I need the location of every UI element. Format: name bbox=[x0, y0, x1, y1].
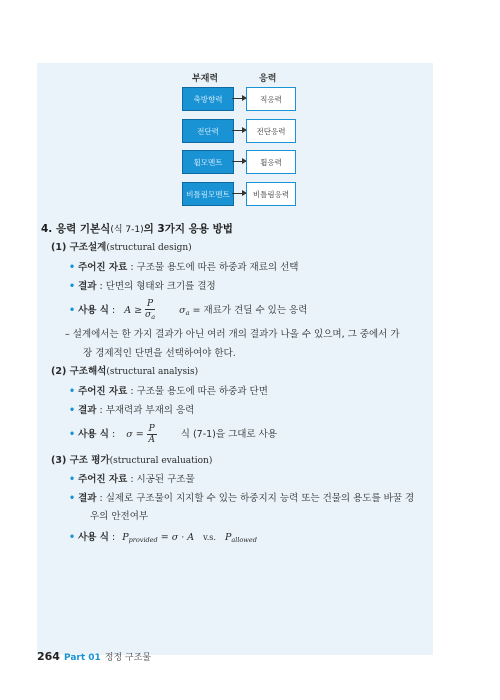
design-result: • 결과 : 단면의 형태와 크기를 결정 bbox=[69, 281, 216, 292]
fraction: $\frac{P}{A}$ bbox=[148, 424, 155, 445]
evaluation-given: • 주어진 자료 : 시공된 구조물 bbox=[69, 474, 195, 485]
force-box-bending: 휨모멘트 bbox=[182, 150, 234, 174]
subsection-title-evaluation: (3) 구조 평가(structural evaluation) bbox=[51, 455, 213, 466]
analysis-formula: • 사용 식 : σ = $\frac{P}{A}$ 식 (7-1)을 그대로 사용 bbox=[69, 424, 277, 445]
design-note-line2: 장 경제적인 단면을 선택하여야 한다. bbox=[83, 348, 236, 359]
section-heading: 4. 응력 기본식(식 7-1)의 3가지 응용 방법 bbox=[41, 223, 233, 235]
subsection-title-analysis: (2) 구조해석(structural analysis) bbox=[51, 366, 199, 377]
force-box-shear: 전단력 bbox=[182, 119, 234, 143]
evaluation-result-line1: • 결과 : 실제로 구조물이 지지할 수 있는 하중지지 능력 또는 건물의 용도를 바꿀 경 bbox=[69, 493, 415, 504]
analysis-result: • 결과 : 부재력과 부재의 응력 bbox=[69, 405, 195, 416]
stress-box-normal: 직응력 bbox=[246, 87, 296, 111]
force-box-torsion: 비틀림모멘트 bbox=[182, 182, 234, 206]
arrow-icon bbox=[232, 130, 246, 131]
design-given: • 주어진 자료 : 구조물 용도에 따른 하중과 재료의 선택 bbox=[69, 262, 299, 273]
analysis-given: • 주어진 자료 : 구조물 용도에 따른 하중과 단면 bbox=[69, 386, 268, 397]
subsection-title-design: (1) 구조설계(structural design) bbox=[51, 242, 192, 253]
arrow-icon bbox=[232, 193, 246, 194]
force-stress-diagram bbox=[37, 63, 433, 213]
page-number: 264 bbox=[37, 650, 60, 663]
content-panel bbox=[37, 63, 433, 655]
chapter-label: 정정 구조물 bbox=[104, 653, 152, 663]
evaluation-result-line2: 우의 안전여부 bbox=[90, 511, 149, 522]
stress-box-torsion: 비틀림응력 bbox=[246, 182, 296, 206]
arrow-icon bbox=[232, 161, 246, 162]
part-label: Part 01 bbox=[63, 653, 101, 663]
fraction: $\frac{P}{\sigma_a}$ bbox=[145, 299, 156, 321]
force-column-header: 부재력 bbox=[192, 74, 219, 84]
stress-box-bending: 휨응력 bbox=[246, 150, 296, 174]
design-formula: • 사용 식 : A ≥ $\frac{P}{\sigma_a}$ $\sigma_a$ = 재료가 견딜 수 있는 응력 bbox=[69, 299, 308, 321]
stress-box-shear: 전단응력 bbox=[246, 119, 296, 143]
page-footer bbox=[37, 650, 151, 663]
arrow-icon bbox=[232, 98, 246, 99]
force-box-axial: 축방향력 bbox=[182, 87, 234, 111]
stress-column-header: 응력 bbox=[259, 74, 277, 84]
evaluation-formula: • 사용 식 : $P_{provided} = \sigma \cdot A$ v.s. $P_{allowed}$ bbox=[69, 532, 257, 544]
design-note-line1: – 설계에서는 한 가지 결과가 아닌 여러 개의 결과가 나올 수 있으며, 그 중에서 가 bbox=[65, 329, 400, 340]
